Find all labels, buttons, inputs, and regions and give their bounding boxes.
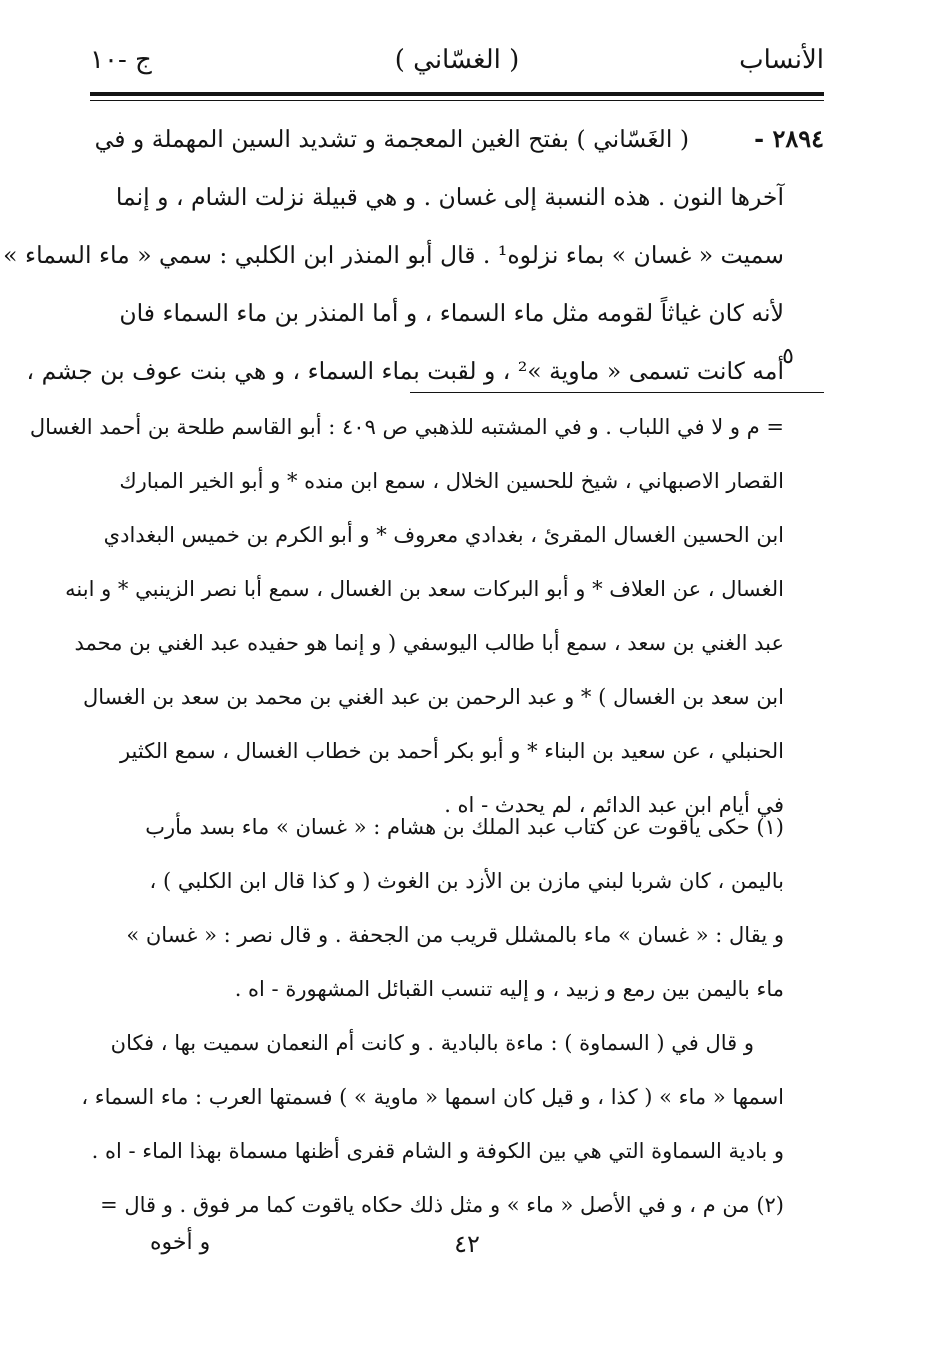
- text-line: ( الغَسّاني ) بفتح الغين المعجمة و تشديد السين المهملة و في: [94, 125, 689, 153]
- header-entry-title: ( الغسّاني ): [394, 45, 520, 75]
- footnote-line: الحنبلي ، عن سعيد بن البناء * و أبو بكر أحمد بن خطاب الغسال ، سمع الكثير: [119, 739, 784, 763]
- text-line: أمه كانت تسمى « ماوية »² ، و لقبت بماء السماء ، و هي بنت عوف بن جشم ،: [26, 357, 784, 385]
- page-number: ٤٢: [454, 1230, 480, 1258]
- footnote-line: باليمن ، كان شربا لبني مازن بن الأزد بن الغوث ( و كذا قال ابن الكلبي ) ،: [149, 869, 784, 893]
- footnote-line: عبد الغني بن سعد ، سمع أبا طالب اليوسفي ( و إنما هو حفيده عبد الغني بن محمد: [74, 631, 784, 655]
- header-rule-thick: [90, 92, 824, 96]
- footnote-separator: [410, 392, 824, 393]
- footnote-line: اسمها « ماء » ( كذا ، و قيل كان اسمها « ماوية » ) فسمتها العرب : ماء السماء ،: [81, 1085, 784, 1109]
- running-header: [90, 40, 824, 80]
- footnote-line: و يقال : « غسان » ماء بالمشلل قريب من الجحفة . و قال نصر : « غسان »: [126, 923, 784, 947]
- main-text: [3, 110, 784, 400]
- text-line: لأنه كان غياثاً لقومه مثل ماء السماء ، و أما المنذر بن ماء السماء فان: [119, 299, 784, 327]
- header-volume: ج -١٠: [90, 45, 152, 75]
- footnote-line: و قال في ( السماوة ) : ماءة بالبادية . و كانت أم النعمان سميت بها ، فكان: [110, 1031, 754, 1055]
- footnote-line: = م و لا في اللباب . و في المشتبه للذهبي ص ٤٠٩ : أبو القاسم طلحة بن أحمد الغسال: [29, 415, 784, 439]
- footnote-line: في أيام ابن عبد الدائم ، لم يحدث - اه .: [444, 793, 784, 817]
- footnote-line: ماء باليمن بين رمع و زبيد ، و إليه تنسب القبائل المشهورة - اه .: [234, 977, 784, 1001]
- entry-number: ٢٨٩٤ -: [754, 124, 824, 153]
- header-book-title: الأنساب: [739, 45, 824, 75]
- footnote-line: و بادية السماوة التي هي بين الكوفة و الشام قفرى أظنها مسماة بهذا الماء - اه .: [91, 1139, 784, 1163]
- text-line: سميت « غسان » بماء نزلوه¹ . قال أبو المنذر ابن الكلبي : سمي « ماء السماء »: [3, 241, 784, 269]
- footnote-line: (١) حكى ياقوت عن كتاب عبد الملك بن هشام : « غسان » ماء بسد مأرب: [145, 815, 784, 839]
- footnote-line: ابن سعد بن الغسال ) * و عبد الرحمن بن عبد الغني بن محمد بن سعد بن الغسال: [82, 685, 784, 709]
- text-line: آخرها النون . هذه النسبة إلى غسان . و هي قبيلة نزلت الشام ، و إنما: [115, 183, 784, 211]
- catchword: و أخوه: [150, 1230, 211, 1255]
- line-marker: ٥: [782, 344, 794, 369]
- footnotes: [81, 800, 784, 1232]
- footnotes-continued: [29, 400, 784, 832]
- footnote-line: (٢) من م ، و في الأصل « ماء » و مثل ذلك حكاه ياقوت كما مر فوق . و قال =: [100, 1193, 784, 1217]
- header-rule-thin: [90, 100, 824, 101]
- footnote-line: القصار الاصبهاني ، شيخ للحسين الخلال ، سمع ابن منده * و أبو الخير المبارك: [119, 469, 784, 493]
- footnote-line: ابن الحسين الغسال المقرئ ، بغدادي معروف * و أبو الكرم بن خميس البغدادي: [103, 523, 784, 547]
- footnote-line: الغسال ، عن العلاف * و أبو البركات سعد بن الغسال ، سمع أبا نصر الزينبي * و ابنه: [65, 577, 784, 601]
